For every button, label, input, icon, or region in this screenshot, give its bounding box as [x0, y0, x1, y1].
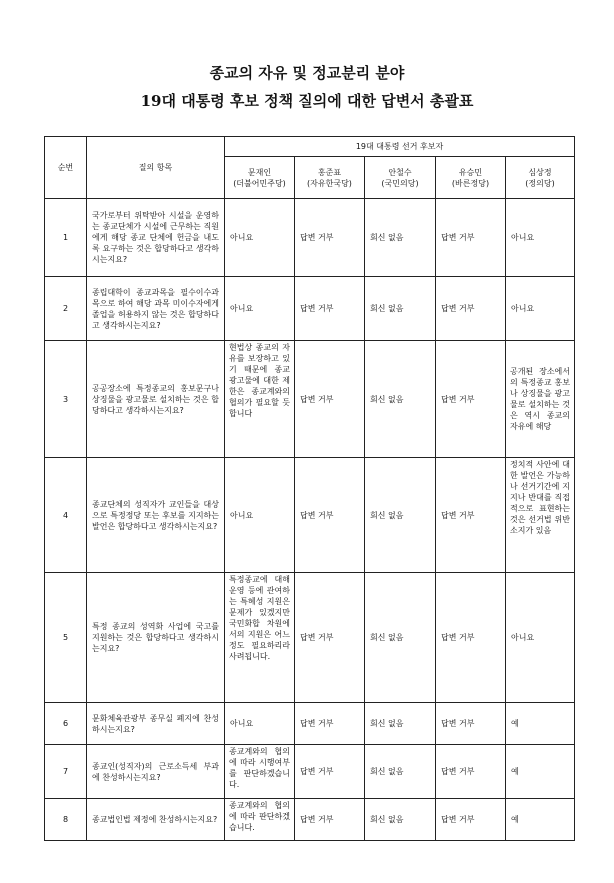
row-number: 3 — [45, 341, 87, 458]
answer-cell: 회신 없음 — [365, 277, 436, 341]
answer-cell: 아니요 — [225, 277, 295, 341]
answer-cell: 아니요 — [506, 199, 575, 277]
row-number: 6 — [45, 703, 87, 745]
answer-cell: 답변 거부 — [436, 199, 506, 277]
answer-cell: 예 — [506, 799, 575, 841]
table-row — [45, 341, 575, 458]
answer-cell: 답변 거부 — [295, 341, 365, 458]
row-number: 1 — [45, 199, 87, 277]
answer-cell: 아니요 — [225, 703, 295, 745]
header-candidate-5: 심상정 (정의당) — [506, 157, 575, 199]
row-question: 종교법인법 제정에 찬성하시는지요? — [87, 799, 225, 841]
header-candidate-4: 유승민 (바른정당) — [436, 157, 506, 199]
answer-cell: 답변 거부 — [295, 745, 365, 799]
header-candidates-group: 19대 대통령 선거 후보자 — [225, 137, 575, 157]
table-row — [45, 458, 575, 573]
answer-cell: 정치적 사안에 대한 발언은 가능하나 선거기간에 지지나 반대를 직접적으로 표현하는 것은 선거법 위반 소지가 있음 — [506, 458, 575, 573]
answer-cell: 답변 거부 — [436, 277, 506, 341]
answer-cell: 예 — [506, 703, 575, 745]
row-number: 8 — [45, 799, 87, 841]
answer-cell: 회신 없음 — [365, 573, 436, 703]
answer-cell: 아니요 — [506, 277, 575, 341]
answer-cell: 답변 거부 — [436, 458, 506, 573]
answer-cell: 답변 거부 — [295, 799, 365, 841]
row-question: 종교단체의 성직자가 교인들을 대상으로 특정정당 또는 후보를 지지하는 발언은 합당하다고 생각하시는지요? — [87, 458, 225, 573]
answer-cell: 아니요 — [225, 458, 295, 573]
row-number: 2 — [45, 277, 87, 341]
answer-cell: 회신 없음 — [365, 458, 436, 573]
answer-cell: 종교계와의 협의에 따라 시행여부를 판단하겠습니다. — [225, 745, 295, 799]
answer-cell: 회신 없음 — [365, 703, 436, 745]
answer-cell: 현법상 종교의 자유를 보장하고 있기 때문에 종교 광고물에 대한 제한은 종교계와의 협의가 필요할 듯 합니다 — [225, 341, 295, 458]
table-row — [45, 703, 575, 745]
header-candidate-1: 문재인 (더불어민주당) — [225, 157, 295, 199]
row-number: 7 — [45, 745, 87, 799]
summary-table — [44, 136, 575, 841]
row-question: 종립대학이 종교과목을 필수이수과목으로 하여 해당 과목 미이수자에게 졸업을 허용하지 않는 것은 합당하다고 생각하시는지요? — [87, 277, 225, 341]
row-question: 문화체육관광부 종무실 폐지에 찬성하시는지요? — [87, 703, 225, 745]
answer-cell: 답변 거부 — [436, 341, 506, 458]
table-row — [45, 199, 575, 277]
answer-cell: 답변 거부 — [295, 458, 365, 573]
answer-cell: 답변 거부 — [295, 199, 365, 277]
table-row — [45, 799, 575, 841]
answer-cell: 답변 거부 — [295, 573, 365, 703]
table-row — [45, 573, 575, 703]
document-title-line1: 종교의 자유 및 정교분리 분야 — [209, 64, 405, 82]
row-number: 5 — [45, 573, 87, 703]
row-question: 종교인(성직자)의 근로소득세 부과에 찬성하시는지요? — [87, 745, 225, 799]
answer-cell: 회신 없음 — [365, 341, 436, 458]
answer-cell: 답변 거부 — [295, 277, 365, 341]
document-title-line2: 19대 대통령 후보 정책 질의에 대한 답변서 총괄표 — [140, 92, 474, 110]
answer-cell: 아니요 — [225, 199, 295, 277]
answer-cell: 회신 없음 — [365, 199, 436, 277]
row-number: 4 — [45, 458, 87, 573]
header-candidate-2: 홍준표 (자유한국당) — [295, 157, 365, 199]
answer-cell: 아니요 — [506, 573, 575, 703]
answer-cell: 공개된 장소에서의 특정종교 홍보나 상징물을 광고물로 설치하는 것은 역시 종교의 자유에 해당 — [506, 341, 575, 458]
header-question: 질의 항목 — [87, 137, 225, 199]
answer-cell: 종교계와의 협의에 따라 판단하겠습니다. — [225, 799, 295, 841]
answer-cell: 답변 거부 — [436, 799, 506, 841]
answer-cell: 특정종교에 대해 운영 등에 관여하는 특혜성 지원은 문제가 있겠지만 국민화합 차원에서의 지원은 어느 정도 필요하리라 사려됩니다. — [225, 573, 295, 703]
row-question: 공공장소에 특정종교의 홍보문구나 상징물을 광고물로 설치하는 것은 합당하다고 생각하시는지요? — [87, 341, 225, 458]
answer-cell: 회신 없음 — [365, 799, 436, 841]
answer-cell: 답변 거부 — [436, 745, 506, 799]
row-question: 특정 종교의 성역화 사업에 국고를 지원하는 것은 합당하다고 생각하시는지요? — [87, 573, 225, 703]
table-row — [45, 277, 575, 341]
answer-cell: 답변 거부 — [295, 703, 365, 745]
answer-cell: 예 — [506, 745, 575, 799]
table-row — [45, 745, 575, 799]
header-number: 순번 — [45, 137, 87, 199]
answer-cell: 답변 거부 — [436, 703, 506, 745]
answer-cell: 회신 없음 — [365, 745, 436, 799]
row-question: 국가로부터 위탁받아 시설을 운영하는 종교단체가 시설에 근무하는 직원에게 해당 종교 단체에 헌금을 내도록 요구하는 것은 합당하다고 생각하시는지요? — [87, 199, 225, 277]
header-candidate-3: 안철수 (국민의당) — [365, 157, 436, 199]
answer-cell: 답변 거부 — [436, 573, 506, 703]
